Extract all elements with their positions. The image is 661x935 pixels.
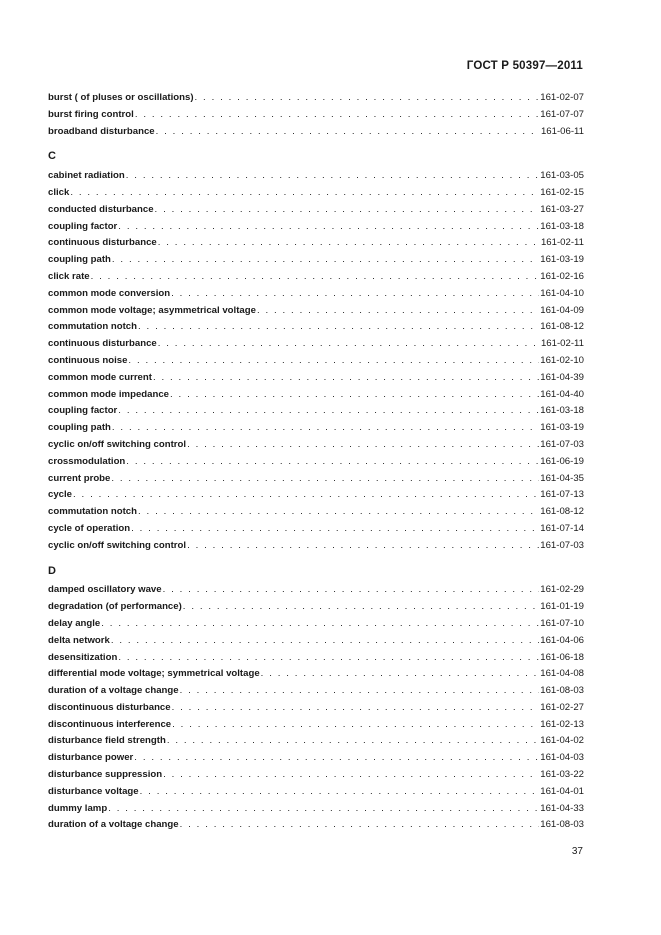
index-section [48,90,584,140]
entry-reference: 161-07-14 [540,522,584,534]
entry-term: disturbance field strength [48,735,166,747]
entry-term: desensitization [48,651,118,663]
index-entry [48,420,584,437]
section-letter: C [48,150,56,163]
entry-term: click [48,186,70,198]
dot-leader [172,700,540,717]
entry-reference: 161-04-39 [540,371,584,383]
dot-leader [118,650,539,667]
entry-reference: 161-04-35 [540,472,584,484]
entry-reference: 161-04-33 [540,802,584,814]
dot-leader [118,219,539,236]
entry-reference: 161-06-18 [540,651,584,663]
index-entry [48,107,584,124]
index-entry [48,353,584,370]
index-entry [48,666,584,683]
index-section [48,563,584,835]
entry-reference: 161-07-03 [540,539,584,551]
entry-reference: 161-04-01 [540,785,584,797]
section-letter: D [48,564,56,577]
entry-reference: 161-08-12 [540,506,584,518]
index-entry [48,616,584,633]
dot-leader [126,168,539,185]
dot-leader [138,319,539,336]
entry-reference: 161-02-29 [540,584,584,596]
dot-leader [111,471,539,488]
dot-leader [180,817,540,834]
entry-term: delta network [48,634,110,646]
index-entry [48,538,584,555]
index-entry [48,403,584,420]
index-entry [48,700,584,717]
dot-leader [111,633,539,650]
entry-term: commutation notch [48,506,138,518]
dot-leader [118,403,539,420]
dot-leader [187,437,539,454]
index-entry [48,504,584,521]
entry-reference: 161-02-07 [540,92,584,103]
entry-term: current probe [48,472,111,484]
dot-leader [70,185,539,202]
dot-leader [73,487,539,504]
dot-leader [156,124,540,141]
entry-term: cycle of operation [48,522,131,534]
entry-term: disturbance suppression [48,769,163,781]
entry-reference: 161-07-07 [540,108,584,120]
entry-term: common mode impedance [48,388,170,400]
entry-reference: 161-02-13 [540,718,584,730]
entry-term: differential mode voltage; symmetrical voltage [48,668,260,680]
entry-reference: 161-07-13 [540,489,584,501]
dot-leader [171,286,539,303]
dot-leader [101,616,539,633]
dot-leader [187,538,539,555]
dot-leader [140,784,540,801]
entry-term: cycle [48,489,73,501]
entry-reference: 161-04-02 [540,735,584,747]
entry-term: cyclic on/off switching control [48,438,187,450]
dot-leader [91,269,540,286]
entry-term: continuous noise [48,354,128,366]
index-entry [48,90,584,107]
index-entry [48,454,584,471]
entry-term: conducted disturbance [48,203,154,215]
entry-term: coupling path [48,422,111,434]
index-entry [48,387,584,404]
dot-leader [180,683,540,700]
index-entry [48,717,584,734]
page-number: 37 [571,846,583,857]
index-entry [48,633,584,650]
dot-leader [261,666,540,683]
index-entry [48,370,584,387]
entry-term: discontinuous disturbance [48,701,171,713]
entry-term: dummy lamp [48,802,108,814]
index-entry [48,235,584,252]
entry-term: click rate [48,270,90,282]
index-entry [48,286,584,303]
index-entry [48,801,584,818]
entry-reference: 161-02-11 [540,338,584,350]
entry-term: duration of a voltage change [48,685,179,697]
dot-leader [112,420,539,437]
entry-reference: 161-02-11 [540,237,584,249]
entry-reference: 161-07-10 [540,617,584,629]
entry-reference: 161-04-08 [540,668,584,680]
entry-term: delay angle [48,617,101,629]
index-entry [48,124,584,141]
entry-reference: 161-01-19 [540,601,584,613]
dot-leader [153,370,539,387]
index-entry [48,185,584,202]
entry-reference: 161-08-03 [540,819,584,831]
term-index [48,90,584,834]
entry-reference: 161-06-19 [540,455,584,467]
dot-leader [172,717,539,734]
entry-reference: 161-07-03 [540,438,584,450]
entry-term: coupling factor [48,405,118,417]
entry-term: common mode conversion [48,287,171,299]
entry-term: cyclic on/off switching control [48,539,187,551]
document-header: ГОСТ Р 50397—2011 [466,60,583,72]
entry-reference: 161-04-06 [540,634,584,646]
entry-term: disturbance voltage [48,785,139,797]
entry-reference: 161-03-18 [540,220,584,232]
index-entry [48,336,584,353]
entry-reference: 161-02-16 [540,270,584,282]
dot-leader [108,801,539,818]
entry-term: common mode voltage; asymmetrical voltage [48,304,256,316]
dot-leader [131,521,539,538]
dot-leader [163,767,539,784]
dot-leader [183,599,539,616]
index-entry [48,319,584,336]
entry-term: crossmodulation [48,455,126,467]
entry-term: degradation (of performance) [48,601,182,613]
index-entry [48,487,584,504]
entry-term: disturbance power [48,752,134,764]
index-entry [48,219,584,236]
entry-term: duration of a voltage change [48,819,179,831]
entry-term: damped oscillatory wave [48,584,162,596]
entry-term: burst ( of pluses or oscillations) [48,92,194,103]
entry-term: commutation notch [48,321,138,333]
dot-leader [158,336,540,353]
entry-term: discontinuous interference [48,718,172,730]
entry-term: broadband disturbance [48,125,155,137]
index-entry [48,599,584,616]
entry-reference: 161-06-11 [540,125,584,137]
entry-reference: 161-02-15 [540,186,584,198]
dot-leader [126,454,539,471]
entry-reference: 161-02-10 [540,354,584,366]
entry-reference: 161-03-19 [540,254,584,266]
entry-reference: 161-04-03 [540,752,584,764]
entry-reference: 161-02-27 [540,701,584,713]
index-entry [48,303,584,320]
index-section [48,148,584,554]
entry-term: common mode current [48,371,152,383]
index-entry [48,269,584,286]
entry-term: coupling path [48,254,111,266]
dot-leader [195,90,540,107]
entry-reference: 161-04-09 [540,304,584,316]
dot-leader [163,582,540,599]
index-entry [48,767,584,784]
entry-term: continuous disturbance [48,237,157,249]
entry-reference: 161-03-27 [540,203,584,215]
index-entry [48,750,584,767]
index-entry [48,252,584,269]
entry-reference: 161-04-10 [540,287,584,299]
dot-leader [134,750,539,767]
entry-term: cabinet radiation [48,170,125,182]
dot-leader [128,353,539,370]
entry-term: continuous disturbance [48,338,157,350]
entry-reference: 161-03-19 [540,422,584,434]
dot-leader [155,202,540,219]
index-entry [48,168,584,185]
entry-reference: 161-03-22 [540,769,584,781]
dot-leader [112,252,539,269]
index-entry [48,471,584,488]
index-entry [48,650,584,667]
index-entry [48,437,584,454]
entry-reference: 161-08-12 [540,321,584,333]
entry-reference: 161-08-03 [540,685,584,697]
index-entry [48,817,584,834]
dot-leader [167,733,539,750]
entry-term: coupling factor [48,220,118,232]
index-entry [48,683,584,700]
index-entry [48,521,584,538]
entry-reference: 161-03-18 [540,405,584,417]
index-entry [48,733,584,750]
index-entry [48,582,584,599]
dot-leader [158,235,540,252]
entry-reference: 161-03-05 [540,170,584,182]
dot-leader [170,387,539,404]
entry-term: burst firing control [48,108,134,120]
index-entry [48,202,584,219]
dot-leader [257,303,539,320]
index-entry [48,784,584,801]
dot-leader [135,107,539,124]
dot-leader [138,504,539,521]
entry-reference: 161-04-40 [540,388,584,400]
